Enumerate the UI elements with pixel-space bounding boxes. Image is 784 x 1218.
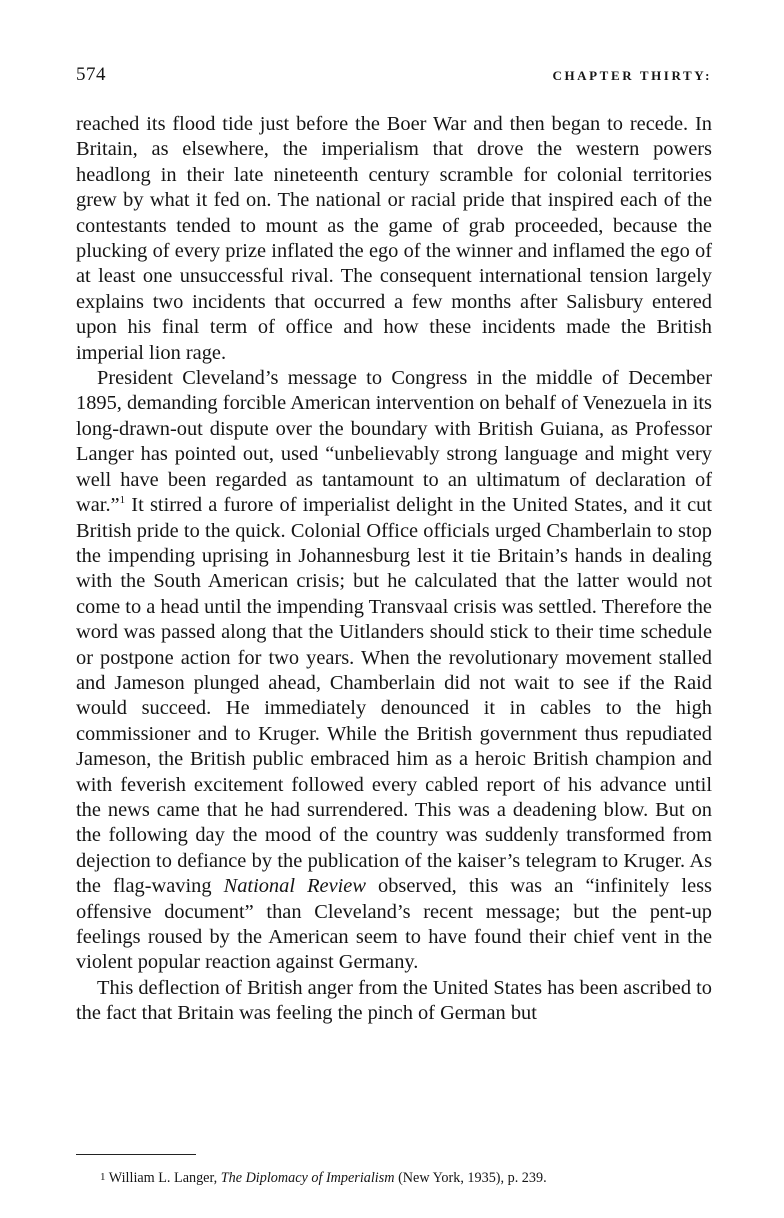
paragraph-2-text-middle: It stirred a furore of imperialist delight in the United States, and it cut British pride to the quick. Colonial Office officials urged Chamberlain to stop the impending uprising in Johannesburg lest it tie Britain’s hands in dealing with the South American crisis; but he calculated that the latter would not come to a head until the impending Transvaal crisis was settled. Therefore the word was passed along that the Uitlanders should stick to their time schedule or postpone action for two years. When the revolutionary movement stalled and Jameson plunged ahead, Chamberlain did not wait to see if the Raid would succeed. He immediately denounced it in cables to the high commissioner and to Kruger. While the British government thus repudiated Jameson, the British public embraced him as a heroic British champion and with feverish excitement followed every cabled report of his advance until the news came that he had surrendered. This was a deadening blow. But on the following day the mood of the country was suddenly transformed from dejection to defiance by the publication of the kaiser’s telegram to Kruger. As the flag-waving	[76, 494, 712, 898]
paragraph-2-text-end: observed, this was an “infinitely less offensive document” than Cleveland’s recent message; but the pent-up feelings roused by the American seem to have found their chief vent in the violent popular reaction against Germany.	[76, 875, 712, 974]
body-text	[76, 112, 712, 1027]
footnote-reference: 1	[119, 494, 126, 507]
footnote-number: 1	[100, 1171, 106, 1183]
footnote-author: William L. Langer,	[108, 1170, 218, 1186]
paragraph-2-text-start: President Cleveland’s message to Congress in the middle of December 1895, demanding forcible American intervention on behalf of Venezuela in its long-drawn-out dispute over the boundary with British Guiana, as Professor Langer has pointed out, used “unbelievably strong language and might very well have been regarded as tantamount to an ultimatum of declaration of war.”	[76, 367, 712, 517]
footnote-book-title: The Diplomacy of Imperialism	[220, 1170, 395, 1186]
footnote-publication: (New York, 1935), p. 239.	[398, 1170, 547, 1186]
footnote-divider	[76, 1154, 196, 1155]
periodical-title: National Review	[223, 875, 366, 898]
chapter-title: CHAPTER THIRTY:	[552, 68, 712, 83]
paragraph-1: reached its flood tide just before the Boer War and then began to recede. In Britain, as elsewhere, the imperialism that drove the western powers headlong in their late nineteenth century scramble for colonial territories grew by what it fed on. The national or racial pride that inspired each of the contestants tended to mount as the game of grab proceeded, because the plucking of every prize inflated the ego of the winner and inflamed the ego of at least one unsuccessful rival. The consequent international tension largely explains two incidents that occurred a few months after Salisbury entered upon his final term of office and how these incidents made the British imperial lion rage.	[76, 113, 712, 364]
footnote	[100, 1168, 547, 1187]
paragraph-2	[76, 366, 712, 976]
book-page	[76, 64, 712, 1186]
page-number: 574	[76, 64, 106, 85]
running-head	[76, 64, 712, 90]
paragraph-3: This deflection of British anger from the United States has been ascribed to the fact that Britain was feeling the pinch of German but	[76, 976, 712, 1025]
